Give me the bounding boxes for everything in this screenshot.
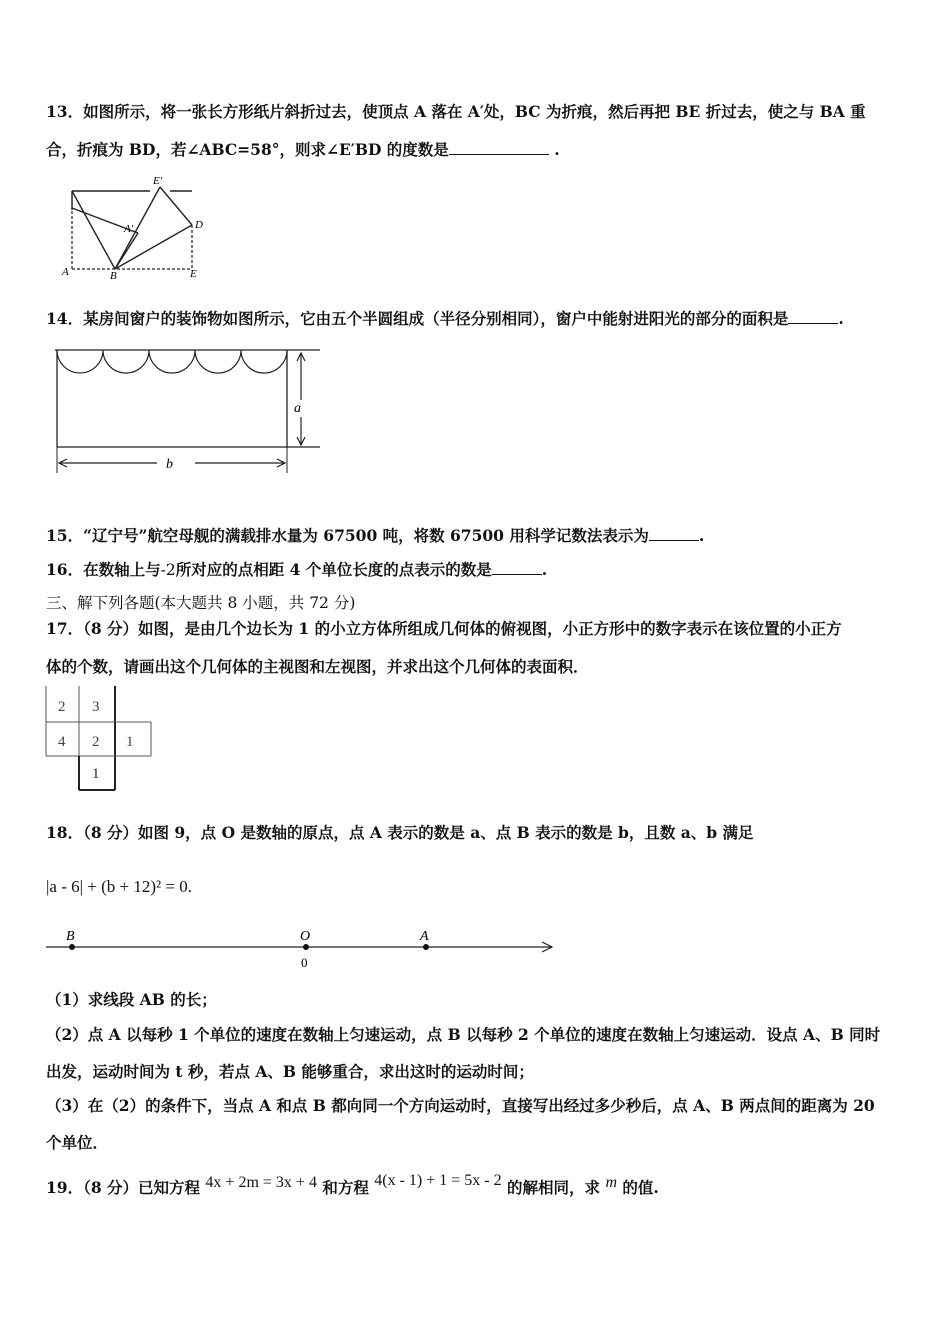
q13-label-D: D: [195, 219, 203, 231]
q18-part3-line2: 个单位．: [46, 1133, 109, 1152]
q19-eq1: 4x + 2m = 3x + 4: [205, 1174, 317, 1191]
q13-label-E1: E′: [153, 175, 163, 187]
q18-point-O: O: [300, 929, 311, 944]
q18-equation-text: |a - 6| + (b + 12)² = 0: [46, 877, 188, 896]
q13-label-A: A: [62, 266, 69, 278]
q18-point-B: B: [66, 929, 75, 944]
q18-part1: （1）求线段 AB 的长；: [46, 990, 217, 1009]
q16-answer-blank: [492, 560, 542, 575]
q18-line1: 18．（8 分）如图 9，点 O 是数轴的原点，点 A 表示的数是 a、点 B 表示的数是 b，且数 a、b 满足: [46, 823, 754, 842]
q17-grid: [44, 686, 154, 792]
q19-end: 的值.: [622, 1178, 659, 1197]
q14-text: [46, 309, 844, 329]
q18-point-A: A: [420, 929, 429, 944]
q15-answer-blank: [649, 526, 699, 541]
q14-label-a: a: [294, 401, 301, 416]
q14-answer-blank: [788, 309, 838, 324]
q17-cell-r1c2: 3: [92, 699, 100, 715]
q17-line1: 17．（8 分）如图，是由几个边长为 1 的小立方体所组成几何体的俯视图，小正方形中的数字表示在该位置的小正方: [46, 619, 842, 638]
section-3-heading: 三、解下列各题(本大题共 8 小题，共 72 分): [46, 594, 356, 612]
q13-label-B: B: [110, 270, 117, 282]
q15-text: [46, 526, 704, 546]
q14-text-body: 14．某房间窗户的装饰物如图所示，它由五个半圆组成（半径分别相同），窗户中能射进阳光的部分的面积是: [46, 309, 789, 328]
q19-var: m: [605, 1174, 618, 1191]
q15-text-body: 15．“辽宁号”航空母舰的满载排水量为 67500 吨，将数 67500 用科学记数法表示为: [46, 526, 649, 545]
q14-text-end: .: [838, 309, 844, 328]
q16-value: -2: [160, 561, 176, 579]
q17-cell-r2c2: 2: [92, 734, 100, 750]
q19-eq2: 4(x - 1) + 1 = 5x - 2: [374, 1172, 502, 1189]
q14-label-b: b: [166, 457, 173, 472]
q17-cell-r2c1: 4: [58, 734, 66, 750]
q19-mid: 和方程: [322, 1178, 369, 1197]
q15-text-end: .: [698, 526, 705, 545]
q13-label-E: E: [190, 268, 197, 280]
q13-line2-text: 合，折痕为 BD，若∠ABC=58°，则求∠E′BD 的度数是: [46, 140, 449, 159]
q13-figure: [60, 175, 210, 280]
q13-line2: [46, 140, 560, 160]
q18-equation: [46, 877, 192, 897]
q18-part2-line2: 出发，运动时间为 t 秒，若点 A、B 能够重合，求出这时的运动时间；: [46, 1062, 534, 1081]
q18-zero-label: 0: [301, 955, 308, 970]
q18-number-line: [44, 925, 564, 973]
q13-answer-blank: [449, 140, 549, 155]
q19-text: [46, 1172, 659, 1199]
q19-post: 的解相同，求: [507, 1178, 601, 1197]
q16-post: 所对应的点相距 4 个单位长度的点表示的数是: [175, 560, 492, 579]
q16-pre: 16．在数轴上与: [46, 560, 161, 579]
q18-equation-end: .: [187, 877, 192, 896]
q13-line1: 13．如图所示，将一张长方形纸片斜折过去，使顶点 A 落在 A′处，BC 为折痕，然后再把 BE 折过去，使之与 BA 重: [46, 102, 866, 121]
q17-cell-r3c2: 1: [92, 766, 100, 782]
q17-cell-r1c1: 2: [58, 699, 66, 715]
q14-figure: [50, 345, 330, 485]
q13-label-A1: A′: [124, 223, 134, 235]
q18-part3-line1: （3）在（2）的条件下，当点 A 和点 B 都向同一个方向运动时，直接写出经过多少秒后，点 A、B 两点间的距离为 20: [46, 1096, 875, 1115]
q17-line2: 体的个数，请画出这个几何体的主视图和左视图，并求出这个几何体的表面积．: [46, 657, 589, 676]
q17-cell-r2c3: 1: [126, 734, 134, 750]
q13-line2-end: .: [548, 140, 560, 159]
q16-text-end: .: [541, 560, 548, 579]
q19-pre: 19．（8 分）已知方程: [46, 1178, 201, 1197]
q18-part2-line1: （2）点 A 以每秒 1 个单位的速度在数轴上匀速运动，点 B 以每秒 2 个单位的速度在数轴上匀速运动．设点 A、B 同时: [46, 1025, 881, 1044]
q16-text: [46, 560, 547, 580]
